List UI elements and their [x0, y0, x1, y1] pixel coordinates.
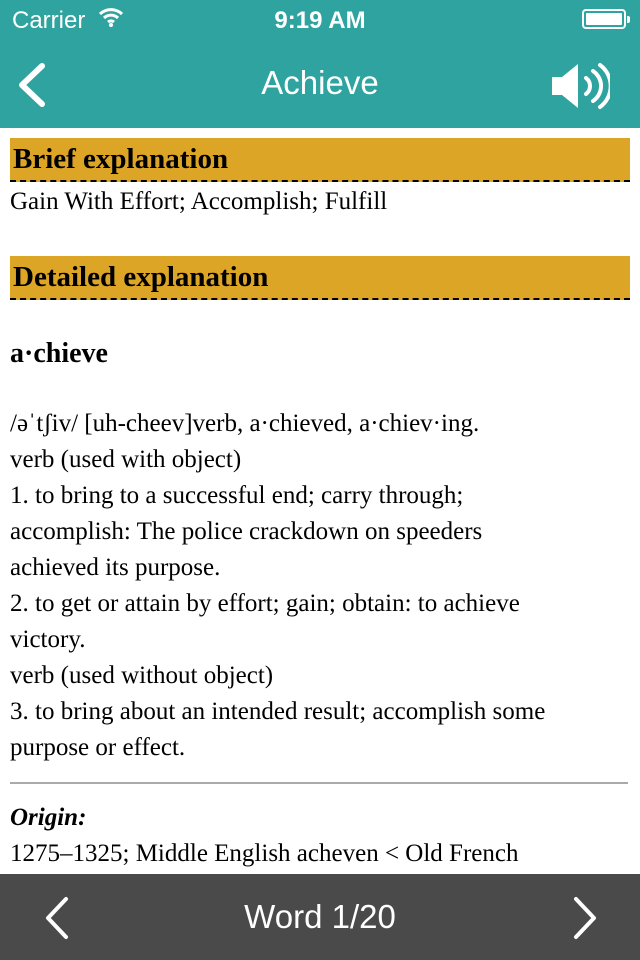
definition-line: 2. to get or attain by effort; gain; obtain: to achieve: [10, 590, 520, 617]
origin-label: Origin:: [10, 804, 87, 831]
carrier-label: Carrier: [12, 7, 86, 34]
bottom-toolbar: [0, 874, 640, 960]
brief-text: Gain With Effort; Accomplish; Fulfill: [10, 188, 388, 215]
status-bar: [0, 0, 640, 40]
definition-line: accomplish: The police crackdown on speeders: [10, 518, 483, 545]
brief-explanation-header: [10, 138, 630, 182]
headword: a·chieve: [10, 338, 108, 369]
definition-line: verb (used without object): [10, 662, 274, 689]
status-time: 9:19 AM: [274, 7, 366, 34]
word-counter: Word 1/20: [244, 898, 396, 935]
divider: [10, 782, 628, 784]
definition-line: purpose or effect.: [10, 734, 186, 761]
brief-heading: Brief explanation: [13, 143, 229, 175]
definition-line: /əˈtʃiv/ [uh-cheev]verb, a·chieved, a·chiev·ing.: [10, 410, 480, 437]
battery-icon: [582, 9, 626, 29]
definition-line: achieved its purpose.: [10, 554, 221, 581]
speaker-icon[interactable]: [550, 60, 610, 112]
definition-block: [10, 406, 630, 766]
definition-line: victory.: [10, 626, 86, 653]
detailed-explanation-header: [10, 256, 630, 300]
chevron-right-icon[interactable]: [566, 894, 602, 942]
navigation-bar: [0, 0, 640, 128]
definition-line: 1. to bring to a successful end; carry through;: [10, 482, 464, 509]
definition-line: 3. to bring about an intended result; accomplish some: [10, 698, 546, 725]
definition-line: verb (used with object): [10, 446, 242, 473]
detailed-heading: Detailed explanation: [13, 261, 269, 293]
word-content[interactable]: [0, 128, 640, 874]
origin-block: [10, 800, 630, 872]
page-title: Achieve: [261, 64, 379, 101]
origin-text: 1275–1325; Middle English acheven < Old French: [10, 840, 519, 867]
